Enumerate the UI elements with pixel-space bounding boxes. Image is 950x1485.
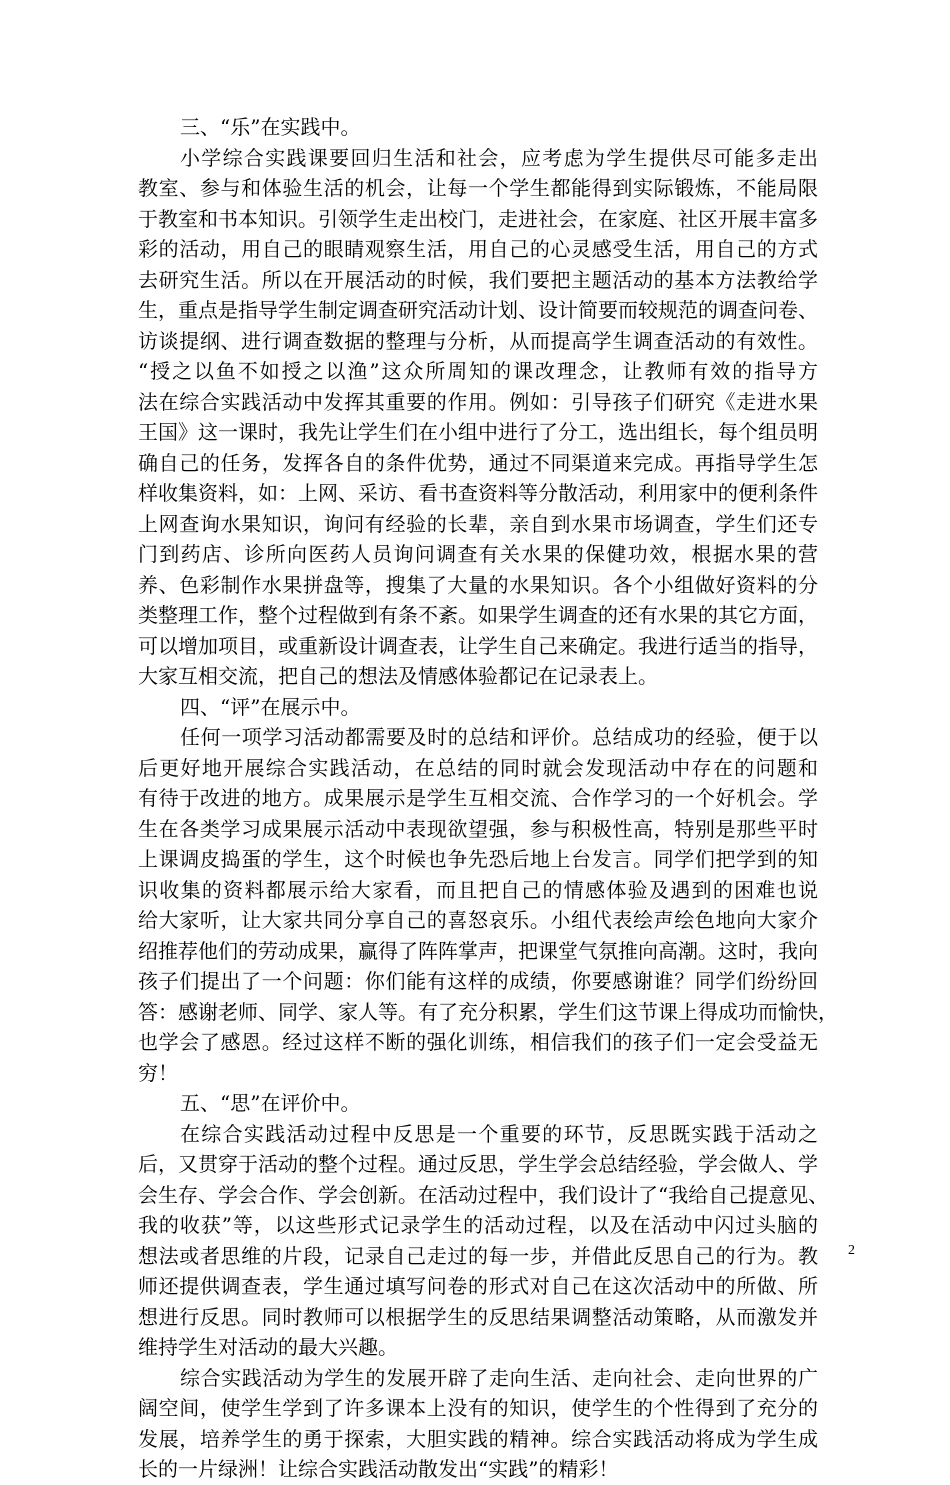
section-heading	[138, 692, 818, 723]
heading-text: 四、“评”在展示中。	[180, 694, 361, 719]
paragraph-line: 生，重点是指导学生制定调查研究活动计划、设计简要而较规范的调查问卷、	[138, 298, 818, 322]
paragraph-line: 想进行反思。同时教师可以根据学生的反思结果调整活动策略，从而激发并	[138, 1304, 818, 1329]
document-body	[138, 112, 838, 1485]
paragraph	[138, 1119, 829, 1363]
paragraph-line: 给大家听，让大家共同分享自己的喜怒哀乐。小组代表绘声绘色地向大家介	[138, 908, 818, 932]
paragraph-line: 在综合实践活动过程中反思是一个重要的环节，反思既实践于活动之	[180, 1121, 818, 1146]
section-heading	[138, 112, 818, 143]
paragraph-line: 会生存、学会合作、学会创新。在活动过程中，我们设计了“我给自己提意见、	[138, 1182, 829, 1207]
paragraph-line: 识收集的资料都展示给大家看，而且把自己的情感体验及遇到的困难也说	[138, 877, 818, 902]
paragraph-line: 门到药店、诊所向医药人员询问调查有关水果的保健功效，根据水果的营	[138, 542, 818, 566]
paragraph-line: 绍推荐他们的劳动成果，赢得了阵阵掌声，把课堂气氛推向高潮。这时，我向	[138, 938, 818, 963]
paragraph-line: 王国》这一课时，我先让学生们在小组中进行了分工，选出组长，每个组员明	[138, 420, 818, 444]
paragraph-line: 维持学生对活动的最大兴趣。	[138, 1335, 398, 1359]
paragraph-line: 彩的活动，用自己的眼睛观察生活，用自己的心灵感受生活，用自己的方式	[138, 237, 818, 261]
heading-text: 三、“乐”在实践中。	[180, 115, 361, 139]
paragraph-line: 发展，培养学生的勇于探索，大胆实践的精神。综合实践活动将成为学生成	[138, 1426, 818, 1451]
paragraph-line: 养、色彩制作水果拼盘等，搜集了大量的水果知识。各个小组做好资料的分	[138, 572, 818, 597]
paragraph-line: 法在综合实践活动中发挥其重要的作用。例如：引导孩子们研究《走进水果	[138, 389, 818, 414]
paragraph-line: 去研究生活。所以在开展活动的时候，我们要把主题活动的基本方法教给学	[138, 267, 818, 292]
paragraph-line: 生在各类学习成果展示活动中表现欲望强，参与积极性高，特别是那些平时	[138, 816, 818, 841]
paragraph-line: 后，又贯穿于活动的整个过程。通过反思，学生学会总结经验，学会做人、学	[138, 1152, 818, 1176]
paragraph-line: 穷！	[138, 1060, 178, 1085]
paragraph-line: 任何一项学习活动都需要及时的总结和评价。总结成功的经验，便于以	[180, 725, 818, 749]
paragraph-line: 我的收获”等，以这些形式记录学生的活动过程，以及在活动中闪过头脑的	[138, 1213, 818, 1237]
paragraph-line: 访谈提纲、进行调查数据的整理与分析，从而提高学生调查活动的有效性。	[138, 328, 818, 353]
heading-text: 五、“思”在评价中。	[180, 1091, 361, 1115]
paragraph-line: 确自己的任务，发挥各自的条件优势，通过不同渠道来完成。再指导学生怎	[138, 450, 818, 475]
paragraph-line: 也学会了感恩。经过这样不断的强化训练，相信我们的孩子们一定会受益无	[138, 1030, 818, 1054]
paragraph-line: 师还提供调查表，学生通过填写问卷的形式对自己在这次活动中的所做、所	[138, 1274, 818, 1298]
paragraph	[138, 143, 818, 692]
paragraph-line: 可以增加项目，或重新设计调查表，让学生自己来确定。我进行适当的指导，	[138, 633, 818, 658]
paragraph-line: 答：感谢老师、同学、家人等。有了充分积累，学生们这节课上得成功而愉快，	[138, 999, 838, 1024]
paragraph	[138, 722, 838, 1088]
paragraph-line: 上课调皮捣蛋的学生，这个时候也争先恐后地上台发言。同学们把学到的知	[138, 847, 818, 871]
paragraph-line: 教室、参与和体验生活的机会，让每一个学生都能得到实际锻炼，不能局限	[138, 176, 818, 200]
paragraph-line: 综合实践活动为学生的发展开辟了走向生活、走向社会、走向世界的广	[180, 1365, 818, 1390]
paragraph-line: 样收集资料，如：上网、采访、看书查资料等分散活动，利用家中的便利条件	[138, 481, 818, 505]
paragraph-line: 有待于改进的地方。成果展示是学生互相交流、合作学习的一个好机会。学	[138, 786, 818, 810]
paragraph-line: 长的一片绿洲！让综合实践活动散发出“实践”的精彩！	[138, 1457, 619, 1481]
paragraph-line: 后更好地开展综合实践活动，在总结的同时就会发现活动中存在的问题和	[138, 755, 818, 780]
paragraph-line: 于教室和书本知识。引领学生走出校门，走进社会，在家庭、社区开展丰富多	[138, 206, 818, 231]
page-number: 2	[848, 1243, 855, 1258]
paragraph-line: 上网查询水果知识，询问有经验的长辈，亲自到水果市场调查，学生们还专	[138, 511, 818, 536]
paragraph-line: 孩子们提出了一个问题：你们能有这样的成绩，你要感谢谁？同学们纷纷回	[138, 969, 818, 993]
paragraph	[138, 1363, 818, 1485]
section-heading	[138, 1088, 818, 1119]
paragraph-line: “授之以鱼不如授之以渔”这众所周知的课改理念，让教师有效的指导方	[138, 359, 818, 383]
paragraph-line: 阔空间，使学生学到了许多课本上没有的知识，使学生的个性得到了充分的	[138, 1396, 818, 1420]
paragraph-line: 大家互相交流，把自己的想法及情感体验都记在记录表上。	[138, 664, 658, 688]
paragraph-line: 类整理工作，整个过程做到有条不紊。如果学生调查的还有水果的其它方面，	[138, 603, 818, 627]
paragraph-line: 想法或者思维的片段，记录自己走过的每一步，并借此反思自己的行为。教	[138, 1243, 818, 1268]
paragraph-line: 小学综合实践课要回归生活和社会，应考虑为学生提供尽可能多走出	[180, 145, 818, 170]
